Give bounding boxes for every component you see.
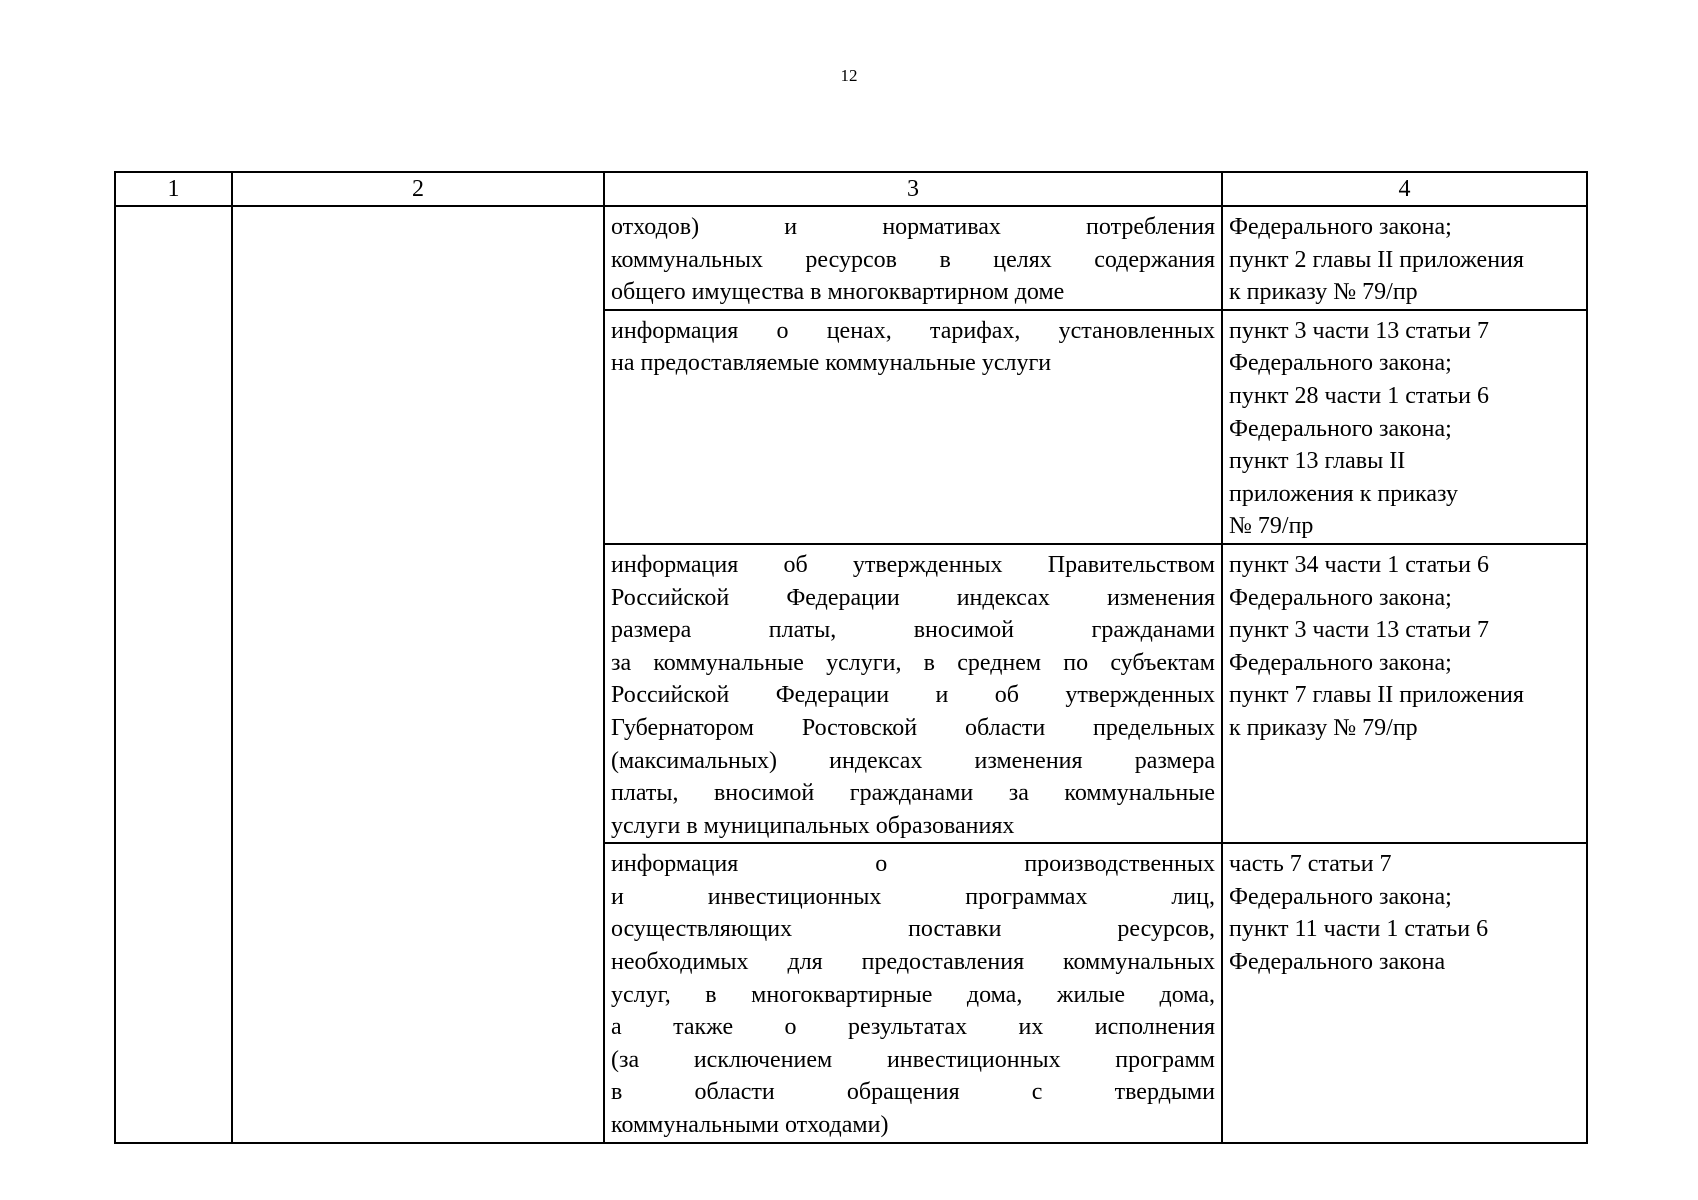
text-line: Российской Федерации индексах изменения	[611, 584, 1215, 611]
page-number: 12	[840, 66, 858, 85]
text-line: коммунальных ресурсов в целях содержания	[611, 246, 1215, 273]
text-line: к приказу № 79/пр	[1229, 279, 1418, 306]
reference-cell	[1222, 310, 1587, 544]
description-cell	[604, 544, 1222, 843]
text-line: в области обращения с твердыми	[611, 1079, 1215, 1106]
text-line: часть 7 статьи 7	[1229, 851, 1392, 878]
text-line: осуществляющих поставки ресурсов,	[611, 916, 1215, 943]
text-line: платы, вносимой гражданами за коммунальные	[611, 780, 1215, 807]
text-line: пункт 7 главы II приложения	[1229, 682, 1524, 709]
text-line: и инвестиционных программах лиц,	[611, 883, 1215, 910]
reference-cell	[1222, 843, 1587, 1142]
column-number-1: 1	[115, 172, 232, 206]
text-line: к приказу № 79/пр	[1229, 714, 1418, 741]
text-line: Федерального закона;	[1229, 350, 1452, 377]
text-line: а также о результатах их исполнения	[611, 1014, 1215, 1041]
text-line: необходимых для предоставления коммунальных	[611, 949, 1215, 976]
text-line: пункт 11 части 1 статьи 6	[1229, 916, 1489, 943]
table-row	[115, 206, 1587, 310]
text-line: Федерального закона;	[1229, 584, 1452, 611]
text-line: пункт 3 части 13 статьи 7	[1229, 317, 1489, 344]
text-line: услуги в муниципальных образованиях	[611, 812, 1015, 839]
text-line: за коммунальные услуги, в среднем по субъектам	[611, 649, 1215, 676]
text-line: размера платы, вносимой гражданами	[611, 617, 1215, 644]
text-line: приложения к приказу	[1229, 480, 1458, 507]
column-number-4: 4	[1222, 172, 1587, 206]
description-cell	[604, 310, 1222, 544]
text-line: (за исключением инвестиционных программ	[611, 1046, 1215, 1073]
text-line: № 79/пр	[1229, 513, 1314, 540]
text-line: Федерального закона;	[1229, 214, 1452, 240]
text-line: услуг, в многоквартирные дома, жилые дома,	[611, 981, 1215, 1008]
text-line: пункт 3 части 13 статьи 7	[1229, 617, 1489, 644]
text-line: Федерального закона;	[1229, 415, 1452, 442]
column-number-2: 2	[232, 172, 604, 206]
text-line: информация об утвержденных Правительством	[611, 551, 1215, 578]
text-line: информация о производственных	[611, 851, 1215, 878]
text-line: Федерального закона;	[1229, 883, 1452, 910]
text-line: отходов) и нормативах потребления	[611, 214, 1215, 240]
text-line: коммунальными отходами)	[611, 1112, 889, 1139]
reference-cell	[1222, 544, 1587, 843]
text-line: пункт 2 главы II приложения	[1229, 246, 1524, 273]
reference-cell	[1222, 206, 1587, 310]
description-cell	[604, 206, 1222, 310]
text-line: пункт 13 главы II	[1229, 448, 1406, 475]
text-line: пункт 34 части 1 статьи 6	[1229, 551, 1489, 578]
requirements-table	[114, 171, 1588, 1144]
column-2-cell	[232, 206, 604, 1143]
text-line: Федерального закона;	[1229, 649, 1452, 676]
text-line: пункт 28 части 1 статьи 6	[1229, 382, 1489, 409]
text-line: Губернатором Ростовской области предельных	[611, 714, 1215, 741]
text-line: (максимальных) индексах изменения размера	[611, 747, 1215, 774]
table-header-row	[115, 172, 1587, 206]
column-1-cell	[115, 206, 232, 1143]
description-cell	[604, 843, 1222, 1142]
text-line: информация о ценах, тарифах, установленных	[611, 317, 1215, 344]
text-line: на предоставляемые коммунальные услуги	[611, 350, 1052, 377]
text-line: общего имущества в многоквартирном доме	[611, 279, 1065, 306]
column-number-3: 3	[604, 172, 1222, 206]
text-line: Федерального закона	[1229, 949, 1446, 976]
text-line: Российской Федерации и об утвержденных	[611, 682, 1215, 709]
